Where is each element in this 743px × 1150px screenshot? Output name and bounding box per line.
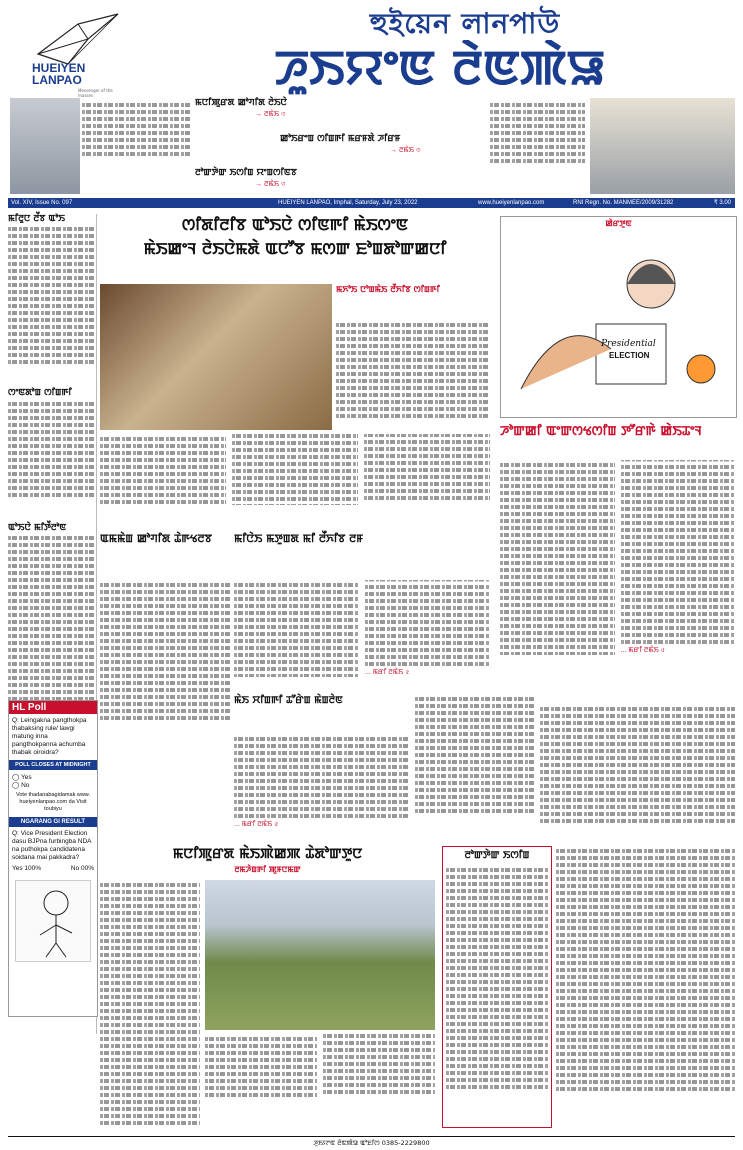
lead-subhead: ꯃꯈꯣꯏ ꯅꯣꯡꯃꯥꯏ ꯂꯩꯈꯤꯕ ꯁꯤꯡꯒꯤ [336,285,440,295]
story-right-2-body [540,704,735,840]
story-mid-d-body [415,694,535,830]
cartoon-figure-icon [16,881,90,959]
teaser-3-more: → ꯂꯃꯥꯏ ৩ [255,181,286,189]
left-heading-3: ꯑꯣꯏꯅꯥ ꯃꯤꯇꯩꯂꯣꯟ [8,522,67,533]
footer-bar [8,1136,735,1149]
lead-headline-1: ꯁꯤꯗꯤꯂꯤꯕ ꯑꯣꯏꯅꯥ ꯁꯤꯟꯒꯤ ꯃꯥꯏꯁꯦꯟ [181,215,409,234]
story-4-title: ꯃꯥꯏ ꯆꯤꯡꯒꯤ ꯊꯧꯔꯥꯡ ꯃꯥꯡꯂꯥꯟ [234,695,343,706]
origami-bird-icon [28,4,128,66]
story-right-1[interactable] [500,424,735,440]
bottom-body-right [556,846,735,1126]
info-bar [8,198,735,208]
lead-body-bottom [100,434,490,526]
lead-photo [100,284,332,430]
poll-result-yes: Yes 100% [12,865,42,872]
masthead-title-bengali: হুইয়েন লানপাউ [369,7,561,40]
teaser-photo-left [10,98,80,194]
masthead-logo[interactable] [28,4,128,96]
lead-subhead-box [336,286,490,296]
story-2-title: ꯑꯃꯃꯥꯡ ꯀꯣꯚꯤꯗ ꯊꯥꯒꯠꯂꯕ [100,532,212,545]
lead-body-right [336,320,490,432]
radio-icon: ◯ [12,774,21,781]
story-mid-b-body [234,580,490,680]
teaser-text-right [490,100,585,186]
logo-tagline: Messenger of the masses [78,88,113,98]
cartoon-box [500,216,737,418]
poll-yes-label: Yes [20,774,32,781]
poll-closes: POLL CLOSES AT MIDNIGHT [9,760,97,770]
teaser-text-left [82,100,192,180]
cartoon-caption-2: ELECTION [609,351,650,360]
story-mid-a-body [100,580,230,730]
story-3-more[interactable]: ... ꯃꯔꯤ ꯂꯃꯥꯏ ৫ [365,668,410,676]
bottom-body-mid [205,1034,435,1130]
info-price: ₹ 3.00 [713,200,731,206]
teaser-1[interactable] [195,98,460,120]
story-mid-a[interactable] [100,532,230,546]
teaser-3-text: ꯂꯣꯛꯇꯥꯛ ꯏꯁꯤꯡ ꯌꯦꯡꯁꯤꯟꯕ [195,168,297,178]
poll-result-no: No 00% [70,865,94,872]
teaser-2-text: ꯀꯣꯏꯔꯦꯡ ꯁꯤꯡꯒꯤ ꯃꯔꯝꯗꯥ ꯍꯤꯔꯝ [280,134,401,144]
teaser-2-more: → ꯂꯃꯥꯏ ৩ [390,147,421,155]
story-mid-c-body [234,734,409,830]
bottom-headline-box[interactable] [100,846,435,874]
poll-vote-text[interactable]: Vote thadanabagidamak www. hueiyenlanpao.com da Visit toubiyu [16,792,90,812]
story-1-title: ꯍꯣꯛꯀꯤ ꯑꯦꯛꯁꯠꯁꯤꯡ ꯇꯧꯔꯒꯥ ꯀꯥꯏꯊꯦꯜ [500,424,702,439]
poll-title: HL Poll [9,701,97,714]
bottom-headline: ꯃꯅꯤꯄꯨꯔꯗ ꯃꯥꯏꯄꯥꯀꯄ ꯊꯥꯗꯣꯛꯇꯨꯅ [172,846,363,862]
story-mid-b[interactable] [234,532,490,546]
poll-question: Q: Leingakna pangthokpa thabaksing rule/ lawgi matung inna pangthokpanna achumba thabak oiroidra? [12,717,87,756]
cartoon-caption-1: Presidential [601,339,656,349]
info-paper: HUEIYEN LANPAO, Imphal, Saturday, July 23, 2022 [278,200,418,206]
poll-no-option[interactable] [12,781,94,789]
teaser-2[interactable] [280,134,480,156]
left-heading-2: ꯁꯦꯟꯗꯣꯡ ꯁꯤꯡꯒꯤ [8,388,72,399]
teaser-1-text: ꯃꯅꯤꯄꯨꯔꯗ ꯀꯣꯚꯤꯗ ꯂꯥꯏꯅꯥ [195,98,287,108]
lead-headline-2: ꯃꯥꯏꯀꯦꯜ ꯂꯥꯏꯅꯥꯃꯗꯥ ꯑꯅꯧꯕ ꯃꯁꯛ ꯐꯣꯡꯗꯣꯛꯀꯅꯤ [143,239,447,259]
masthead-title-meitei: ꯍꯨꯏꯌꯦꯟ ꯂꯥꯟꯄꯥꯎ [274,40,606,96]
teaser-3[interactable] [195,168,460,190]
poll-result-title: NGARANG GI RESULT [9,817,97,827]
bottom-subhead: ꯂꯃꯍꯥꯡꯒꯤ ꯄꯨꯝꯅꯃꯛ [234,864,301,875]
poll-result-question: Q: Vice President Election dasu BJPna furbingba NDA na puthokpa candidatena soidana mai pakkadra? [12,830,92,861]
footer-text: ꯍꯨꯏꯌꯦꯟ ꯂꯥꯟꯄꯥꯎ ꯑꯣꯐꯤꯁ 0385-2229800 [313,1139,430,1147]
story-mid-c[interactable] [234,694,409,707]
lead-headline[interactable] [100,216,490,259]
lokta-title: ꯂꯣꯛꯇꯥꯛ ꯏꯁꯤꯡ [464,850,530,861]
cartoon-label: ꯀꯥꯔꯇꯨꯟ [605,219,632,228]
story-right-1-body [500,460,735,700]
story-4-more[interactable]: ... ꯃꯔꯤ ꯂꯃꯥꯏ ৫ [234,821,279,828]
radio-icon: ◯ [12,782,22,789]
bottom-photo [205,880,435,1030]
bottom-body-left [100,880,200,1130]
poll-no-label: No [21,782,30,789]
left-heading-1: ꯃꯤꯂꯨꯅ ꯂꯩꯕ ꯑꯣꯏ [8,214,65,224]
teaser-photo-right [590,98,735,194]
lokta-box [442,846,552,1128]
poll-yes-option[interactable] [12,773,94,781]
info-rni: RNI Regn. No. MANMEE/2009/31282 [573,200,674,206]
mini-cartoon [15,880,91,962]
hl-poll-box [8,700,98,1017]
story-3-title: ꯃꯤꯅꯥꯏ ꯃꯇꯨꯡꯗ ꯃꯤ ꯂꯩꯈꯤꯕ ꯂꯝ [234,532,364,545]
logo-text: HUEIYEN LANPAO [32,61,86,87]
info-vol: Vol. XIV, Issue No. 097 [11,200,73,206]
info-web[interactable]: www.hueiyenlanpao.com [478,200,545,206]
story-1-more[interactable]: ... ꯃꯔꯤ ꯂꯃꯥꯏ ৫ [620,646,666,654]
teaser-1-more: → ꯂꯃꯥꯏ ৩ [255,111,286,119]
cartoon-drawing-icon [501,229,734,409]
